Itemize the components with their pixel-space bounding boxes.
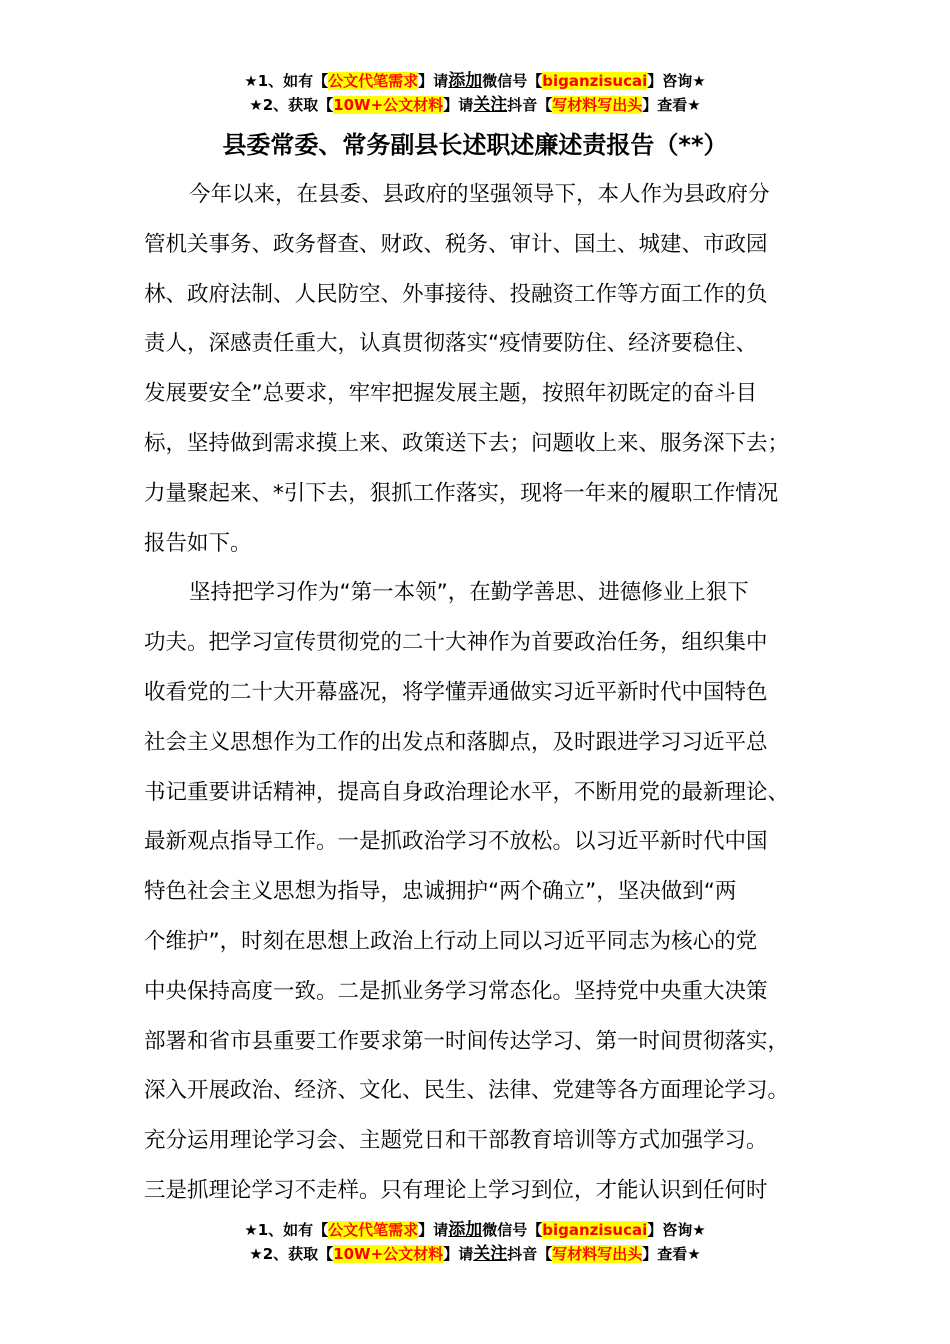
text-line: 三是抓理论学习不走样。只有理论上学习到位，才能认识到任何时 [144,1177,768,1203]
text-line: 充分运用理论学习会、主题党日和干部教育培训等方式加强学习。 [144,1128,768,1154]
text-line: 深入开展政治、经济、文化、民生、法律、党建等各方面理论学习。 [144,1078,790,1104]
text-line: 力量聚起来、*引下去，狠抓工作落实，现将一年来的履职工作情况 [144,480,779,506]
text-line: 发展要安全”总要求，牢牢把握发展主题，按照年初既定的奋斗目 [144,381,758,407]
promo-text: 抖音【 [507,96,553,114]
promo-underline: 添加 [448,1220,483,1240]
promo-line-2 [0,1242,950,1266]
footer-promo-banner [0,1218,950,1266]
text-line: 社会主义思想作为工作的出发点和落脚点，及时跟进学习习近平总 [144,729,768,755]
promo-text: 】请 [443,1245,474,1263]
document-body [144,170,830,1216]
text-line: 今年以来，在县委、县政府的坚强领导下，本人作为县政府分 [189,182,770,207]
promo-text: 微信号【 [482,72,543,90]
text-line: 中央保持高度一致。二是抓业务学习常态化。坚持党中央重大决策 [144,978,768,1004]
promo-text: 】查看★ [642,1245,701,1263]
promo-underline: 关注 [473,95,508,115]
header-promo-banner [0,69,950,117]
promo-highlight: 10W+公文材料 [333,96,444,114]
text-line: 个维护”，时刻在思想上政治上行动上同以习近平同志为核心的党 [144,928,758,954]
promo-text: ★1、如有【 [244,1221,329,1239]
promo-wechat-id: biganzisucai [542,1221,648,1239]
text-line: 管机关事务、政务督查、财政、税务、审计、国土、城建、市政园 [144,231,768,257]
promo-text: 微信号【 [482,1221,543,1239]
promo-text: ★1、如有【 [244,72,329,90]
promo-underline: 添加 [448,71,483,91]
promo-wechat-id: biganzisucai [542,72,648,90]
promo-text: 】请 [418,72,449,90]
paragraph-2 [144,568,830,1215]
promo-douyin-id: 写材料写出头 [552,96,643,114]
promo-text: 】咨询★ [647,72,706,90]
promo-highlight: 公文代笔需求 [328,72,419,90]
text-line: 责人，深感责任重大，认真贯彻落实“疫情要防住、经济要稳住、 [144,331,758,357]
paragraph-1 [144,170,830,568]
text-line: 功夫。把学习宣传贯彻党的二十大神作为首要政治任务，组织集中 [144,630,768,656]
promo-highlight: 公文代笔需求 [328,1221,419,1239]
text-line: 林、政府法制、人民防空、外事接待、投融资工作等方面工作的负 [144,281,768,307]
promo-line-2 [0,93,950,117]
promo-text: ★2、获取【 [249,1245,334,1263]
promo-text: ★2、获取【 [249,96,334,114]
promo-text: 抖音【 [507,1245,553,1263]
text-line: 收看党的二十大开幕盛况，将学懂弄通做实习近平新时代中国特色 [144,679,768,705]
text-line: 标，坚持做到需求摸上来、政策送下去；问题收上来、服务深下去； [144,430,790,456]
promo-highlight: 10W+公文材料 [333,1245,444,1263]
text-line: 部署和省市县重要工作要求第一时间传达学习、第一时间贯彻落实， [144,1028,790,1054]
promo-line-1 [0,69,950,93]
text-line: 最新观点指导工作。一是抓政治学习不放松。以习近平新时代中国 [144,829,768,855]
promo-text: 】请 [418,1221,449,1239]
document-title: 县委常委、常务副县长述职述廉述责报告（**） [222,131,728,159]
text-line: 坚持把学习作为“第一本领”，在勤学善思、进德修业上狠下 [189,580,749,606]
promo-text: 】请 [443,96,474,114]
promo-douyin-id: 写材料写出头 [552,1245,643,1263]
promo-underline: 关注 [473,1244,508,1264]
text-line: 书记重要讲话精神，提高自身政治理论水平，不断用党的最新理论、 [144,779,790,805]
promo-text: 】咨询★ [647,1221,706,1239]
text-line: 报告如下。 [144,530,252,556]
promo-line-1 [0,1218,950,1242]
promo-text: 】查看★ [642,96,701,114]
text-line: 特色社会主义思想为指导，忠诚拥护“两个确立”，坚决做到“两 [144,879,737,905]
